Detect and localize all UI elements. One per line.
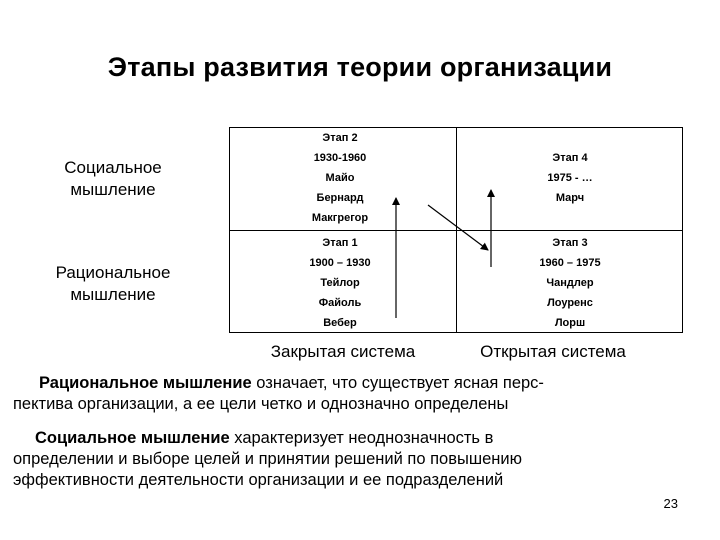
- slide-title: Этапы развития теории организации: [107, 52, 613, 82]
- stage-3-name: Этап 3: [552, 237, 588, 249]
- stage-1-years: 1900 – 1930: [309, 257, 371, 269]
- stage-4-years: 1975 - …: [547, 172, 593, 184]
- row-label-rational-line2: мышление: [70, 285, 156, 304]
- social-term: Социальное мышление: [35, 429, 230, 447]
- stage-4-name: Этап 4: [552, 152, 588, 164]
- stage-3-person: Чандлер: [546, 277, 594, 289]
- arrow-stage2-to-stage3: [428, 205, 488, 250]
- stage-1-name: Этап 1: [322, 237, 358, 249]
- social-definition: [13, 428, 703, 491]
- stage-2-person: Майо: [325, 172, 355, 184]
- rational-text1: означает, что существует ясная перс-: [251, 374, 544, 392]
- social-definition-line1: [13, 428, 703, 449]
- stage-2-person: Макгрегор: [311, 212, 369, 224]
- stage-4-person: Марч: [555, 192, 585, 204]
- column-label-open: Открытая система: [480, 342, 626, 361]
- social-text2: определении и выборе целей и принятии решений по повышению: [13, 450, 522, 468]
- rational-definition: [13, 373, 703, 415]
- stage-3-years: 1960 – 1975: [539, 257, 601, 269]
- stage-2-name: Этап 2: [322, 132, 358, 144]
- rational-definition-line1: [13, 373, 703, 394]
- page-number: 23: [663, 496, 678, 511]
- column-label-closed: Закрытая система: [270, 342, 416, 361]
- row-label-social-line1: Социальное: [64, 158, 162, 177]
- stage-2-years: 1930-1960: [313, 152, 367, 164]
- stage-2-person: Бернард: [316, 192, 364, 204]
- stage-1-person: Файоль: [318, 297, 362, 309]
- stage-3-person: Лорш: [554, 317, 586, 329]
- row-label-social-line2: мышление: [70, 180, 156, 199]
- rational-term: Рациональное мышление: [39, 374, 252, 392]
- row-label-rational-line1: Рациональное: [55, 263, 171, 282]
- stage-1-person: Тейлор: [320, 277, 360, 289]
- social-text1: характеризует неоднозначность в: [229, 429, 494, 447]
- stage-1-person: Вебер: [323, 317, 357, 329]
- stage-3-person: Лоуренс: [547, 297, 593, 309]
- rational-text2: пектива организации, а ее цели четко и однозначно определены: [13, 395, 509, 413]
- social-text3: эффективности деятельности организации и ее подразделений: [13, 471, 504, 489]
